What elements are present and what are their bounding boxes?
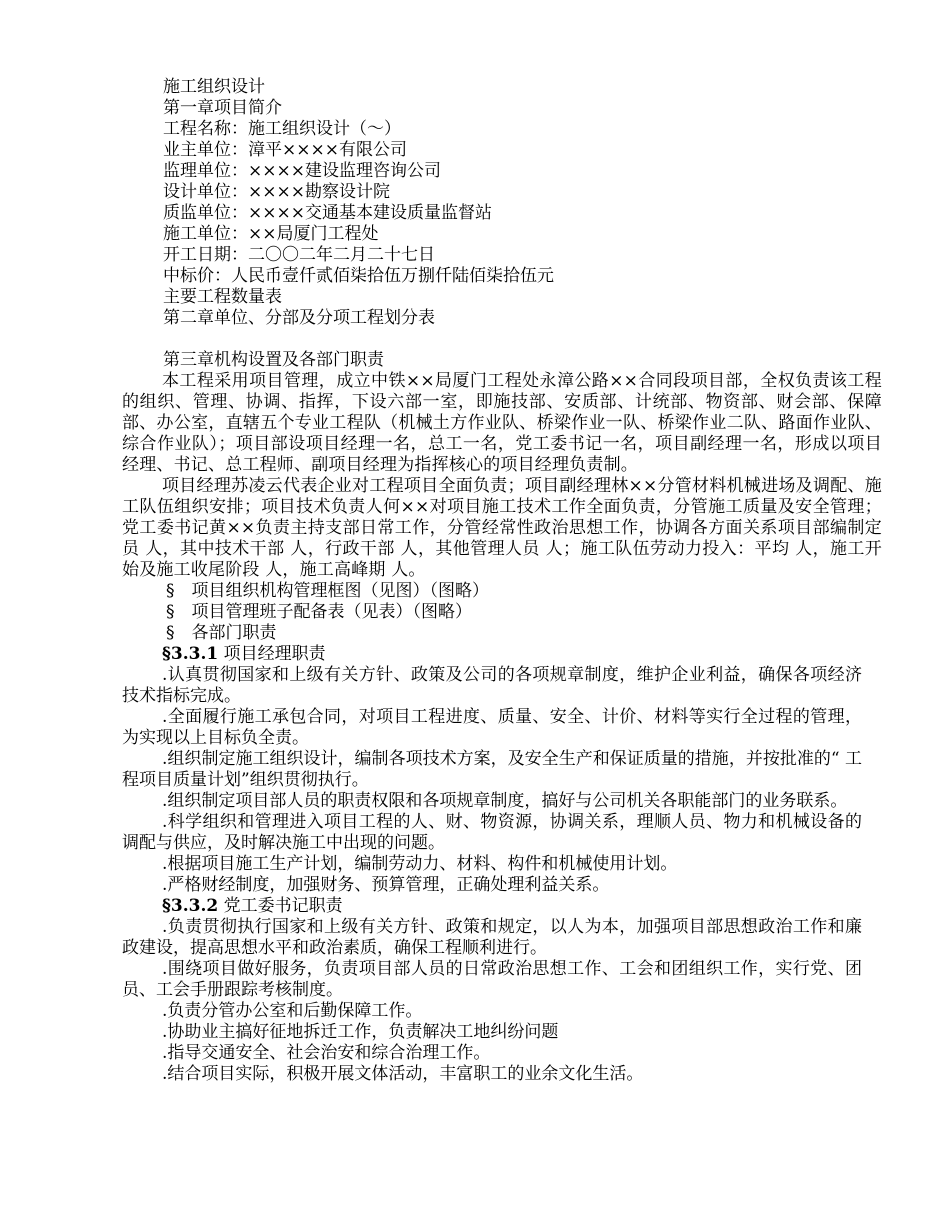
subsection-number: §3.3.2 xyxy=(162,896,219,916)
section-dept-duties: § 各部门职责 xyxy=(166,623,277,643)
list-item: .负责分管办公室和后勤保障工作。 xyxy=(162,1001,423,1021)
list-item: .根据项目施工生产计划，编制劳动力、材料、构件和机械使用计划。 xyxy=(162,854,678,874)
subsection-heading-secretary xyxy=(122,896,882,917)
list-item: .协助业主搞好征地拆迁工作，负责解决工地纠纷问题 xyxy=(162,1022,559,1042)
subsection-title: 项目经理职责 xyxy=(223,644,326,664)
list-item: .负责贯彻执行国家和上级有关方针、政策和规定，以人为本，加强项目部思想政治工作和廉政建设，提高思想水平和政治素质，确保工程顺利进行。 xyxy=(122,917,862,958)
supervision-unit: 监理单位：××××建设监理咨询公司 xyxy=(163,161,441,181)
subsection-title: 党工委书记职责 xyxy=(223,896,343,916)
list-item: .指导交通安全、社会治安和综合治理工作。 xyxy=(162,1043,491,1063)
chapter-3-heading: 第三章机构设置及各部门职责 xyxy=(163,350,384,370)
list-item: .结合项目实际，积极开展文体活动，丰富职工的业余文化生活。 xyxy=(162,1064,644,1084)
subsection-heading-manager xyxy=(122,644,882,665)
list-item: .围绕项目做好服务，负责项目部人员的日常政治思想工作、工会和团组织工作，实行党、团员、工会手册跟踪考核制度。 xyxy=(122,959,862,1000)
list-item: .组织制定施工组织设计，编制各项技术方案，及安全生产和保证质量的措施，并按批准的“ 工程项目质量计划”组织贯彻执行。 xyxy=(122,749,862,790)
subsection-number: §3.3.1 xyxy=(162,644,219,664)
design-unit: 设计单位：××××勘察设计院 xyxy=(163,182,390,202)
construction-unit: 施工单位：××局厦门工程处 xyxy=(163,224,379,244)
start-date: 开工日期：二〇〇二年二月二十七日 xyxy=(163,245,435,265)
list-item: .严格财经制度，加强财务、预算管理，正确处理利益关系。 xyxy=(162,875,610,895)
section-team-table: § 项目管理班子配备表（见表）（图略） xyxy=(166,602,472,622)
owner-unit: 业主单位：漳平××××有限公司 xyxy=(163,140,407,160)
document-title: 施工组织设计 xyxy=(163,77,265,97)
quantity-table-heading: 主要工程数量表 xyxy=(163,287,282,307)
chapter-2-heading: 第二章单位、分部及分项工程划分表 xyxy=(163,308,435,328)
chapter-1-heading: 第一章项目简介 xyxy=(163,98,282,118)
document-page xyxy=(122,77,882,1085)
list-item: .科学组织和管理进入项目工程的人、财、物资源，协调关系，理顺人员、物力和机械设备的调配与供应，及时解决施工中出现的问题。 xyxy=(122,812,862,853)
bid-price: 中标价：人民币壹仟贰佰柒拾伍万捌仟陆佰柒拾伍元 xyxy=(163,266,554,286)
list-item: .认真贯彻国家和上级有关方针、政策及公司的各项规章制度，维护企业利益，确保各项经济技术指标完成。 xyxy=(122,665,862,706)
project-name: 工程名称：施工组织设计（～） xyxy=(163,119,401,139)
staffing-paragraph: 项目经理苏凌云代表企业对工程项目全面负责；项目副经理林××分管材料机械进场及调配、施工队伍组织安排；项目技术负责人何××对项目施工技术工作全面负责，分管施工质量及安全管理；党工委书记黄××负责主持支部日常工作，分管经常性政治思想工作，协调各方面关系项目部编制定员 人，其中技术干部 人，行政干部 人，其他管理人员 人；施工队伍劳动力投入：平均 人，施工开始及施工收尾阶段 人，施工高峰期 人。 xyxy=(122,476,882,580)
list-item: .组织制定项目部人员的职责权限和各项规章制度，搞好与公司机关各职能部门的业务联系。 xyxy=(162,791,848,811)
list-item: .全面履行施工承包合同，对项目工程进度、质量、安全、计价、材料等实行全过程的管理，为实现以上目标负全责。 xyxy=(122,707,862,748)
section-org-chart: § 项目组织机构管理框图（见图）（图略） xyxy=(166,581,489,601)
blank-line xyxy=(122,329,882,350)
quality-supervision-unit: 质监单位：××××交通基本建设质量监督站 xyxy=(163,203,492,223)
organization-paragraph: 本工程采用项目管理，成立中铁××局厦门工程处永漳公路××合同段项目部，全权负责该工程的组织、管理、协调、指挥，下设六部一室，即施技部、安质部、计统部、物资部、财会部、保障部、办公室，直辖五个专业工程队（机械土方作业队、桥梁作业一队、桥梁作业二队、路面作业队、综合作业队）；项目部设项目经理一名，总工一名，党工委书记一名，项目副经理一名，形成以项目经理、书记、总工程师、副项目经理为指挥核心的项目经理负责制。 xyxy=(122,371,882,475)
